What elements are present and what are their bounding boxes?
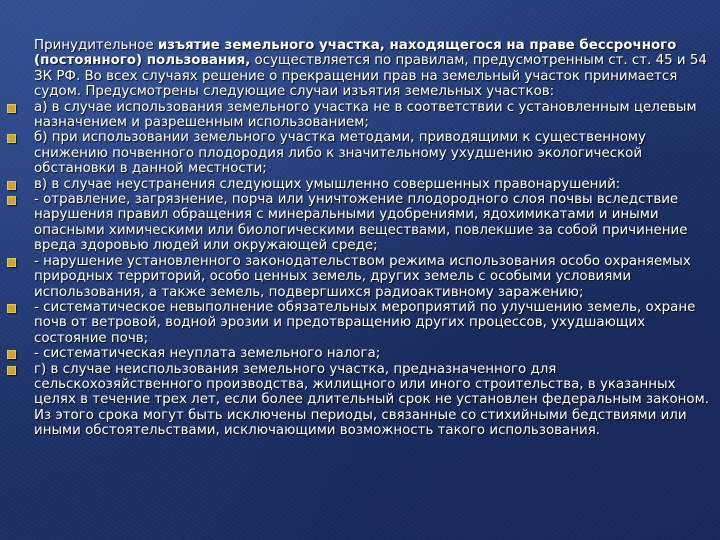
list-item <box>34 130 716 176</box>
square-bullet-icon <box>7 134 16 143</box>
list-item-text: - нарушение установленного законодательством режима использования особо охраняемых природных территорий, особо ценных земель, других земель с особыми условиями использования, а также земель, подвергшихся радиоактивному заражению; <box>34 253 691 300</box>
intro-rest: осуществляется по правилам, предусмотренным ст. ст. 45 и 54 ЗК РФ. Во всех случаях решение о прекращении прав на земельный участок принимается судом. Предусмотрены следующие случаи изъятия земельных участков: <box>34 53 707 100</box>
list-item <box>34 254 716 300</box>
intro-prefix: Принудительное <box>34 38 158 53</box>
square-bullet-icon <box>7 181 16 190</box>
square-bullet-icon <box>7 350 16 359</box>
square-bullet-icon <box>7 304 16 313</box>
square-bullet-icon <box>7 104 16 113</box>
list-item <box>34 362 716 439</box>
list-item <box>34 100 716 131</box>
list-item-text: а) в случае использования земельного участка не в соответствии с установленным целевым назначением и разрешенным использованием; <box>34 99 697 131</box>
square-bullet-icon <box>7 196 16 205</box>
slide-content <box>0 38 720 538</box>
list-item <box>34 300 716 346</box>
list-item <box>34 346 716 361</box>
list-item-text: - систематическая неуплата земельного налога; <box>34 346 381 362</box>
square-bullet-icon <box>7 258 16 267</box>
list-item-text: - отравление, загрязнение, порча или уничтожение плодородного слоя почвы вследствие нарушения правил обращения с минеральными удобрениями, ядохимикатами и иными опасными химическими или биологическими веществами, повлекшие за собой причинение вреда здоровью людей или окружающей среде; <box>34 192 688 254</box>
list-item-text: - систематическое невыполнение обязательных мероприятий по улучшению земель, охране почв от ветровой, водной эрозии и предотвращению других процессов, ухудшающих состояние почв; <box>34 299 696 346</box>
list-item-text: г) в случае неиспользования земельного участка, предназначенного для сельскохозяйственного производства, жилищного или иного строительства, в указанных целях в течение трех лет, если более длительный срок не установлен федеральным законом. Из этого срока могут быть исключены периоды, связанные со стихийными бедствиями или иными обстоятельствами, исключающими возможность такого использования. <box>34 361 709 439</box>
list-item <box>34 177 716 192</box>
square-bullet-icon <box>7 366 16 375</box>
list-item-text: б) при использовании земельного участка методами, приводящими к существенному снижению почвенного плодородия либо к значительному ухудшению экологической обстановки в данной местности; <box>34 130 646 177</box>
intro-paragraph <box>34 38 710 100</box>
intro-bold-term: изъятие земельного участка, находящегося на праве бессрочного (постоянного) пользования, <box>34 38 677 69</box>
list-item-text: в) в случае неустранения следующих умышленно совершенных правонарушений: <box>34 176 621 192</box>
list-item <box>34 192 716 254</box>
cases-list <box>0 100 720 439</box>
